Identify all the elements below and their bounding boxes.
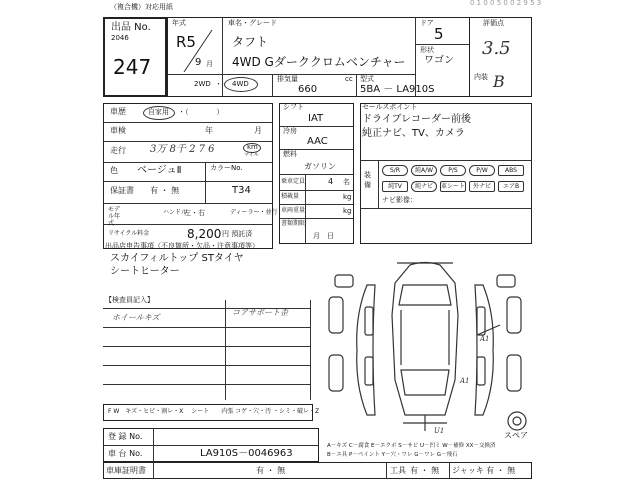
fuel-label: 燃料: [283, 150, 297, 158]
recycle-label: リサイクル料金: [108, 230, 150, 237]
mileage-digits: 3万 8千 2 7 6: [150, 144, 215, 155]
notes-label: 出品店申告事項（不良箇所・欠品・注意事項等）: [105, 242, 259, 250]
spare-label: スペア: [504, 431, 528, 440]
vehicle-era: R5: [176, 33, 196, 51]
inspector-note-left: ホイールキズ: [112, 313, 160, 322]
mileage-label: 走行: [110, 146, 126, 155]
history-label: 車歴: [110, 107, 126, 116]
recycle-amount: 8,200: [187, 227, 222, 241]
tool-label: 工具: [390, 466, 406, 475]
inspector-label: 【検査員記入】: [105, 296, 154, 304]
recycle-unit: 円 預託済: [222, 230, 253, 238]
sales-point-label: セールスポイント: [362, 103, 418, 111]
score-interior: B: [493, 72, 505, 91]
equipment-row1-item-4: ABS: [498, 165, 524, 176]
drive-4wd: 4WD: [232, 80, 249, 88]
chassis-label: 車 台 No.: [108, 449, 143, 458]
car-diagram: [315, 255, 530, 440]
jack-label: ジャッキ: [452, 466, 484, 475]
top-right-digits: 0 1 0 0 5 0 0 2 9 5 3: [470, 0, 542, 7]
model-label: 型式: [360, 75, 374, 83]
legend-line2: B－エ具 P－ペイント Y－穴・ワレ G－ワレ G－飛石: [327, 452, 458, 458]
expiry-label: 書類期限: [281, 220, 306, 227]
diagram-mark-u: U1: [434, 427, 445, 435]
multi-device-label: （複合機）対応用紙: [110, 3, 173, 11]
equipment-row1-item-1: 純A/W: [411, 165, 437, 176]
cert-label: 車庫証明書: [106, 466, 146, 475]
spec-ac: AAC: [307, 136, 328, 147]
diagram-mark-a1-front: A1: [460, 377, 470, 385]
diagram-mark-a1-right: A1: [480, 335, 490, 343]
warranty-value: 有 ・ 無: [150, 186, 180, 195]
equipment-row1-item-2: P/S: [440, 165, 466, 176]
capacity-unit: 名: [343, 178, 350, 186]
doors-label: ドア: [420, 19, 434, 27]
vehicle-model: 5BA － LA910S: [360, 84, 435, 95]
cert-value: 有 ・ 無: [256, 466, 286, 475]
shift-label: シフト: [283, 103, 304, 111]
load-unit: kg: [343, 193, 352, 201]
score-overall: 3.5: [482, 38, 511, 59]
year-slash: [172, 19, 222, 72]
sales-point-line1: ドライブレコーダー前後: [362, 114, 471, 125]
drive-2wd: 2WD: [194, 80, 211, 88]
expiry-unit: 月 日: [313, 232, 334, 240]
displacement-unit: cc: [345, 75, 353, 83]
chassis-value: LA910S－0046963: [200, 448, 293, 459]
name-label: 車名・グレード: [228, 19, 277, 27]
vehicle-month: 9: [195, 57, 202, 68]
tool-value: 有 ・ 無: [410, 466, 440, 475]
jack-value: 有 ・ 無: [486, 466, 516, 475]
vehicle-grade: 4WD Gダーククロムベンチャー: [232, 55, 406, 69]
handle-options: 左・右: [184, 209, 205, 217]
inspection-year-unit: 年: [205, 126, 213, 135]
vehicle-shape: ワゴン: [424, 55, 454, 66]
equipment-row2-item-4: エアB: [498, 181, 524, 192]
spec-capacity: 4: [328, 177, 334, 186]
equipment-row2-item-3: 外ナビ: [469, 181, 495, 192]
lot-box-small: 2046: [111, 34, 129, 42]
right-side-outline: [475, 285, 493, 415]
vehicle-month-unit: 月: [206, 60, 213, 68]
handle-label: ハンドル: [163, 209, 188, 216]
equipment-row2-item-2: 革シート: [441, 183, 466, 190]
left-side-outline: [357, 285, 375, 415]
mileage-unit-mile: マイル: [244, 152, 259, 158]
dealer-label: ディーラー・並行: [230, 209, 278, 216]
weight-label: 車両重量: [281, 207, 306, 214]
color-value: ベージュⅡ: [137, 165, 182, 176]
ac-label: 冷房: [283, 127, 297, 135]
history-value: 自家用: [148, 108, 169, 116]
notes-line2: シートヒーター: [110, 266, 180, 277]
load-label: 積載量: [281, 193, 300, 200]
notes-line1: スカイフィルトップ STタイヤ: [110, 253, 244, 264]
score-label: 評価点: [483, 19, 504, 27]
windshield-outline: [399, 285, 451, 305]
score-interior-label: 内装: [474, 73, 488, 81]
model-year-label: モデル年式: [108, 206, 121, 227]
rear-window-outline: [401, 370, 449, 395]
spec-shift: IAT: [308, 113, 324, 124]
navi-label: ナビ影像：: [382, 196, 417, 204]
vehicle-doors: 5: [434, 25, 444, 43]
legend-line1: A－キズ C－腐食 E－エクボ S－サビ U－凹ミ W－補修 XX－交換済: [327, 443, 496, 449]
vehicle-displacement: 660: [298, 84, 318, 95]
history-extra: ・（ ）: [178, 108, 224, 116]
mileage-unit-km: km: [247, 143, 258, 151]
lot-number: 247: [113, 55, 152, 79]
shape-label: 形状: [420, 46, 434, 54]
color-no-label: カラーNo.: [210, 164, 243, 172]
lot-box-label: 出品 No.: [111, 22, 151, 33]
fw-row-text: F W キズ・ヒビ・割レ・X シート 内張 コゲ・穴・汚 ・シミ・破レ・Z: [108, 408, 320, 415]
lot-box: [103, 17, 167, 97]
color-label: 色: [110, 166, 118, 175]
sales-point-line2: 純正ナビ、TV、カメラ: [362, 128, 465, 139]
year-label: 年式: [172, 19, 186, 27]
equipment-row2-item-1: 純ナビ: [411, 181, 437, 192]
weight-unit: kg: [343, 207, 352, 215]
equipment-label: 装備: [364, 171, 371, 189]
vehicle-name: タフト: [232, 35, 269, 49]
equipment-row1-item-3: P/W: [469, 165, 495, 176]
displacement-label: 排気量: [277, 75, 298, 83]
reg-label: 登 録 No.: [108, 432, 143, 441]
equipment-row1-item-0: S/R: [382, 165, 408, 176]
color-no: T34: [232, 185, 251, 196]
capacity-label: 乗車定員: [281, 178, 306, 185]
inspection-label: 車検: [110, 126, 126, 135]
spare-tire-icon: [508, 412, 526, 430]
equipment-row2-item-0: 純TV: [382, 181, 408, 192]
inspection-month-unit: 月: [254, 126, 262, 135]
inspector-note-right: コアサポート歪: [232, 308, 288, 317]
spec-fuel: ガソリン: [304, 162, 336, 171]
warranty-label: 保証書: [110, 186, 134, 195]
